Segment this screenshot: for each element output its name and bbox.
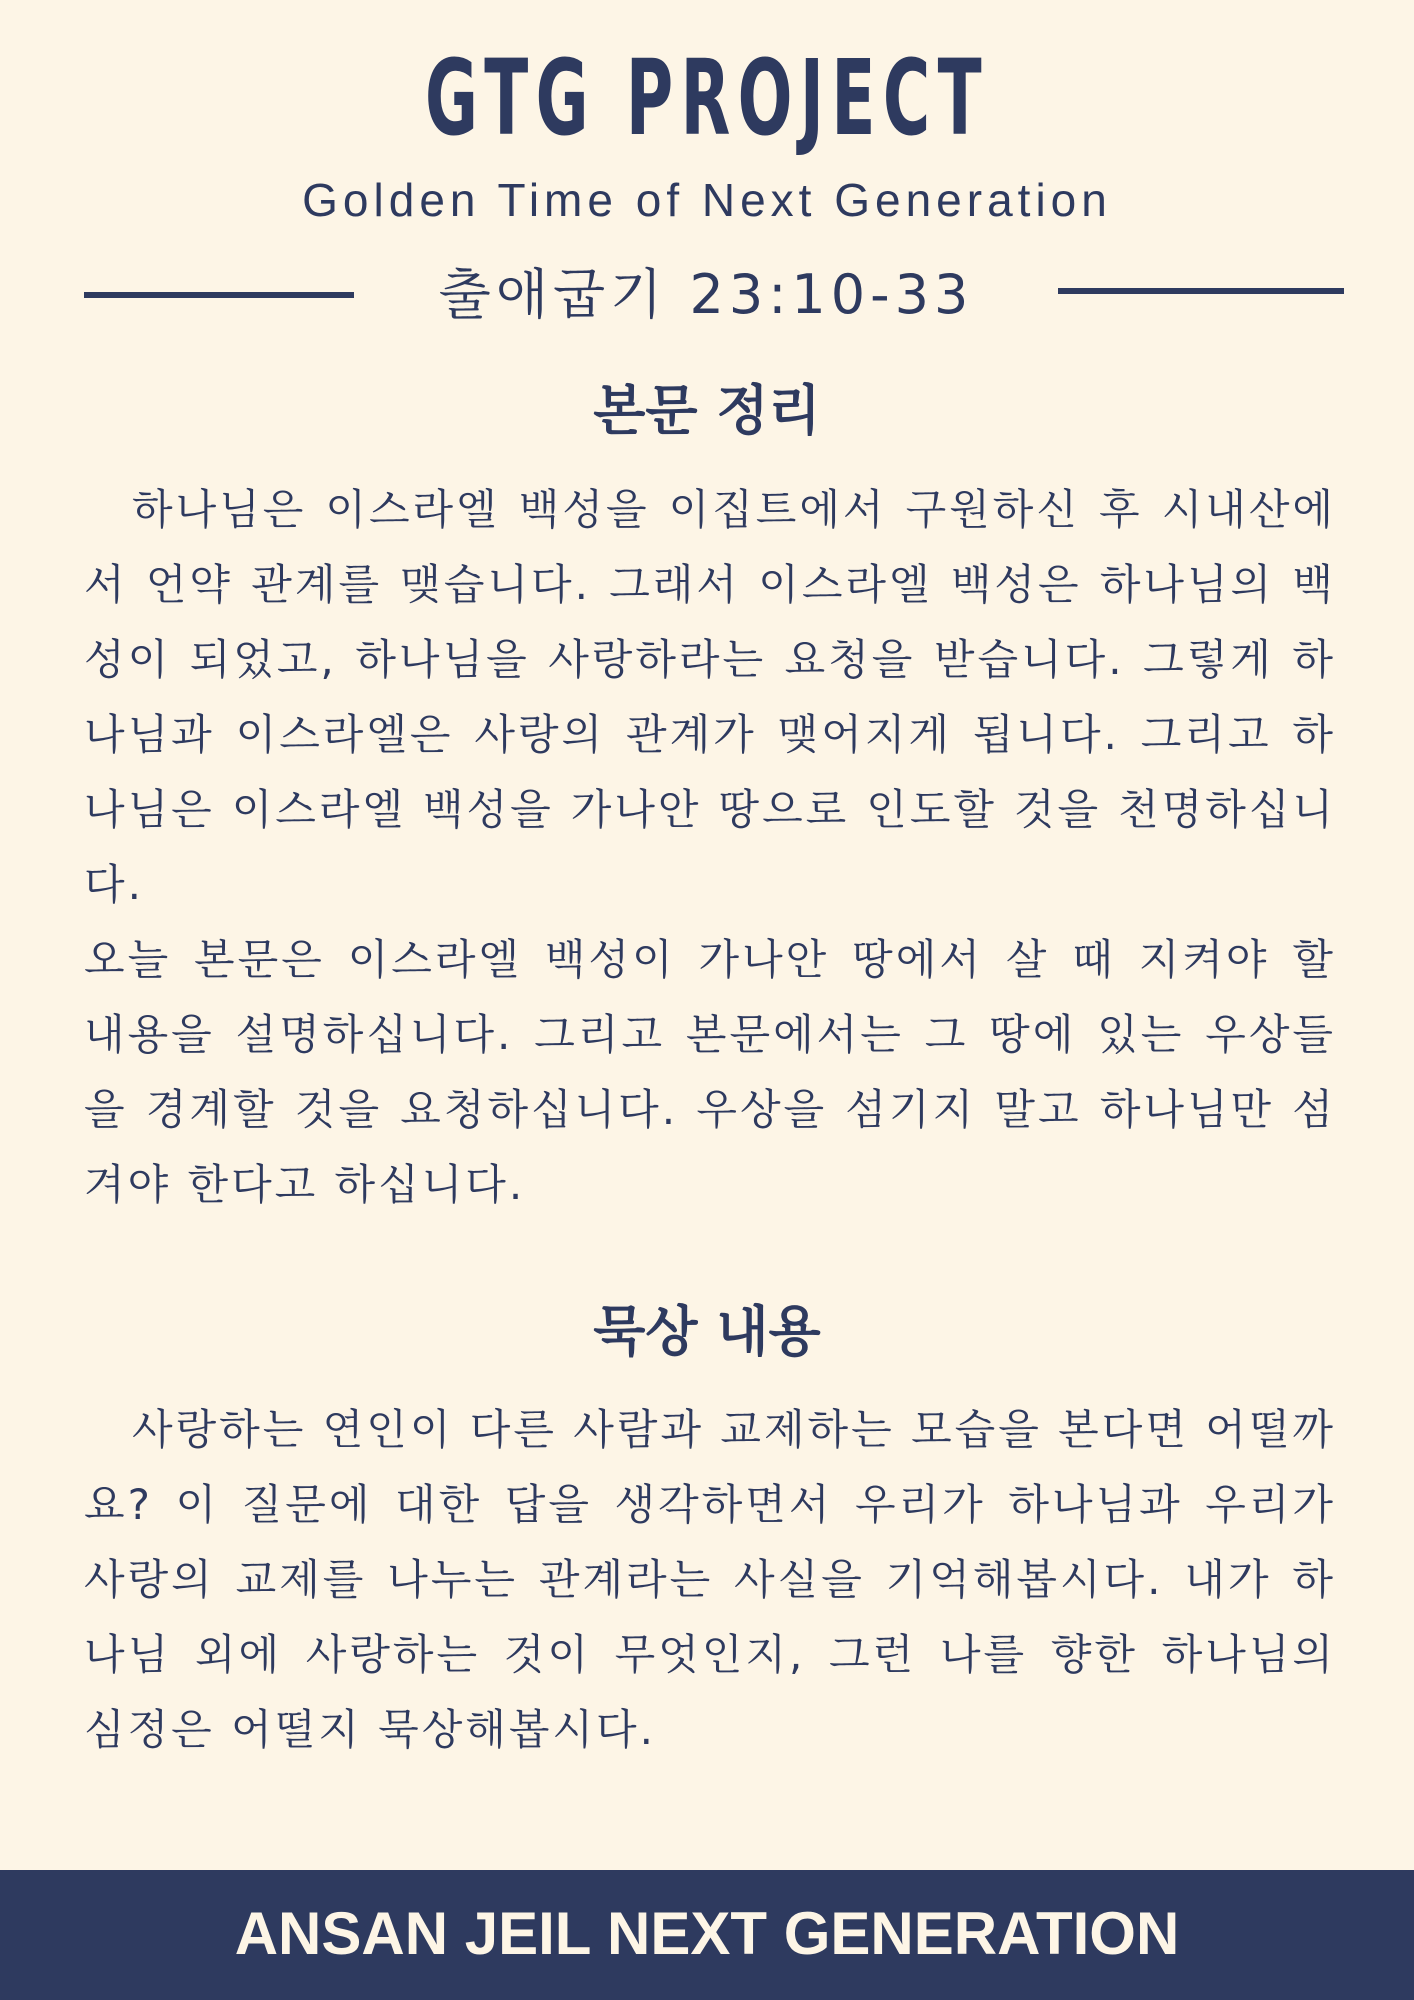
scripture-reference: 출애굽기 23:10-33 (438, 263, 974, 326)
meditation-paragraph: 사랑하는 연인이 다른 사람과 교제하는 모습을 본다면 어떨까요? 이 질문에 대한 답을 생각하면서 우리가 하나님과 우리가 사랑의 교제를 나누는 관계라는 사실을 기억해봅시다. 내가 하나님 외에 사랑하는 것이 무엇인지, 그런 나를 향한 하나님의 심정은 어떨지 묵상해봅시다. (84, 1405, 1336, 1754)
page-title: GTG PROJECT (424, 37, 990, 159)
left-divider-line (84, 292, 354, 298)
section-heading-summary: 본문 정리 (593, 379, 821, 442)
scripture-reference-row (84, 258, 1344, 332)
footer-text: ANSAN JEIL NEXT GENERATION (234, 1900, 1180, 1967)
summary-paragraph-2: 오늘 본문은 이스라엘 백성이 가나안 땅에서 살 때 지켜야 할 내용을 설명하십니다. 그리고 본문에서는 그 땅에 있는 우상들을 경계할 것을 요청하십니다. 우상을 섬기지 말고 하나님만 섬겨야 한다고 하십니다. (84, 935, 1336, 1209)
footer-banner (0, 1870, 1414, 2000)
right-divider-line (1058, 288, 1344, 294)
section-heading-meditation: 묵상 내용 (593, 1300, 821, 1363)
page-subtitle: Golden Time of Next Generation (302, 174, 1112, 226)
summary-paragraph-1: 하나님은 이스라엘 백성을 이집트에서 구원하신 후 시내산에서 언약 관계를 맺습니다. 그래서 이스라엘 백성은 하나님의 백성이 되었고, 하나님을 사랑하라는 요청을 받습니다. 그렇게 하나님과 이스라엘은 사랑의 관계가 맺어지게 됩니다. 그리고 하나님은 이스라엘 백성을 가나안 땅으로 인도할 것을 천명하십니다. (84, 485, 1336, 909)
